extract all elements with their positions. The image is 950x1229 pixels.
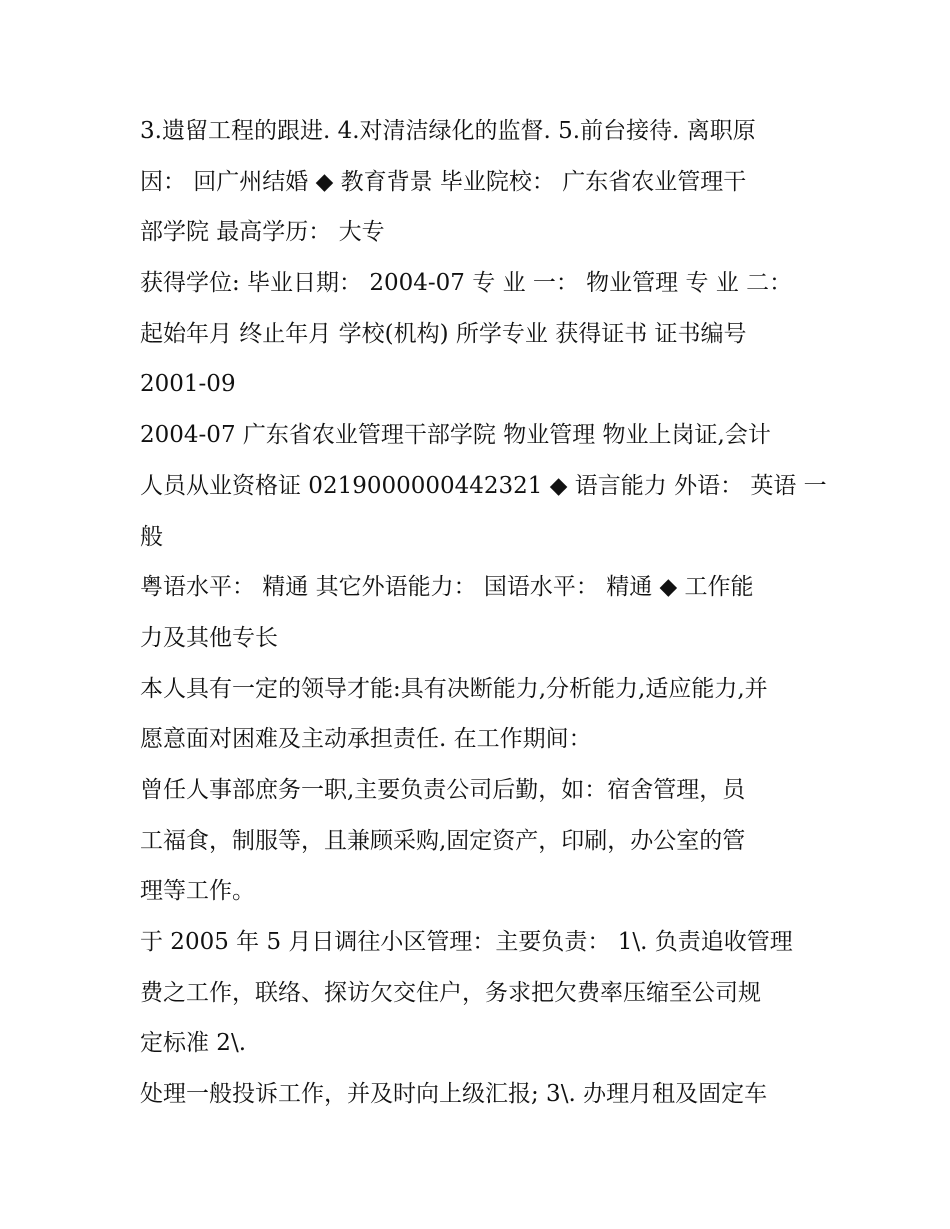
text-line: 于 2005 年 5 月日调往小区管理：主要负责： 1\. 负责追收管理 [140,929,793,955]
text-line: 定标准 2\. [140,1030,247,1057]
resume-body-text [140,106,827,1120]
text-line: 2001-09 [140,371,236,398]
text-line: 愿意面对困难及主动承担责任. 在工作期间： [140,726,592,753]
text-line: 曾任人事部庶务一职,主要负责公司后勤，如：宿舍管理，员 [140,776,746,803]
text-line: 起始年月 终止年月 学校(机构) 所学专业 获得证书 证书编号 [140,320,747,347]
text-line: 处理一般投诉工作，并及时向上级汇报; 3\. 办理月租及固定车 [140,1081,768,1108]
text-line: 人员从业资格证 0219000000442321 ◆ 语言能力 外语： 英语 一 [140,472,827,499]
text-line: 2004-07 广东省农业管理干部学院 物业管理 物业上岗证,会计 [140,422,771,449]
text-line: 理等工作。 [140,878,255,905]
text-line: 本人具有一定的领导才能:具有决断能力,分析能力,适应能力,并 [140,675,768,702]
text-line: 部学院 最高学历： 大专 [140,219,385,246]
text-line: 工福食，制服等，且兼顾采购,固定资产，印刷，办公室的管 [140,827,746,854]
text-line: 费之工作，联络、探访欠交住户，务求把欠费率压缩至公司规 [140,979,761,1006]
text-line: 粤语水平： 精通 其它外语能力： 国语水平： 精通 ◆ 工作能 [140,574,754,601]
text-line: 般 [140,523,163,550]
text-line: 因： 回广州结婚 ◆ 教育背景 毕业院校： 广东省农业管理干 [140,168,747,195]
text-line: 获得学位: 毕业日期： 2004-07 专 业 一： 物业管理 专 业 二： [140,270,793,297]
text-line: 力及其他专长 [140,624,278,651]
text-line: 3.遗留工程的跟进. 4.对清洁绿化的监督. 5.前台接待. 离职原 [140,118,756,144]
